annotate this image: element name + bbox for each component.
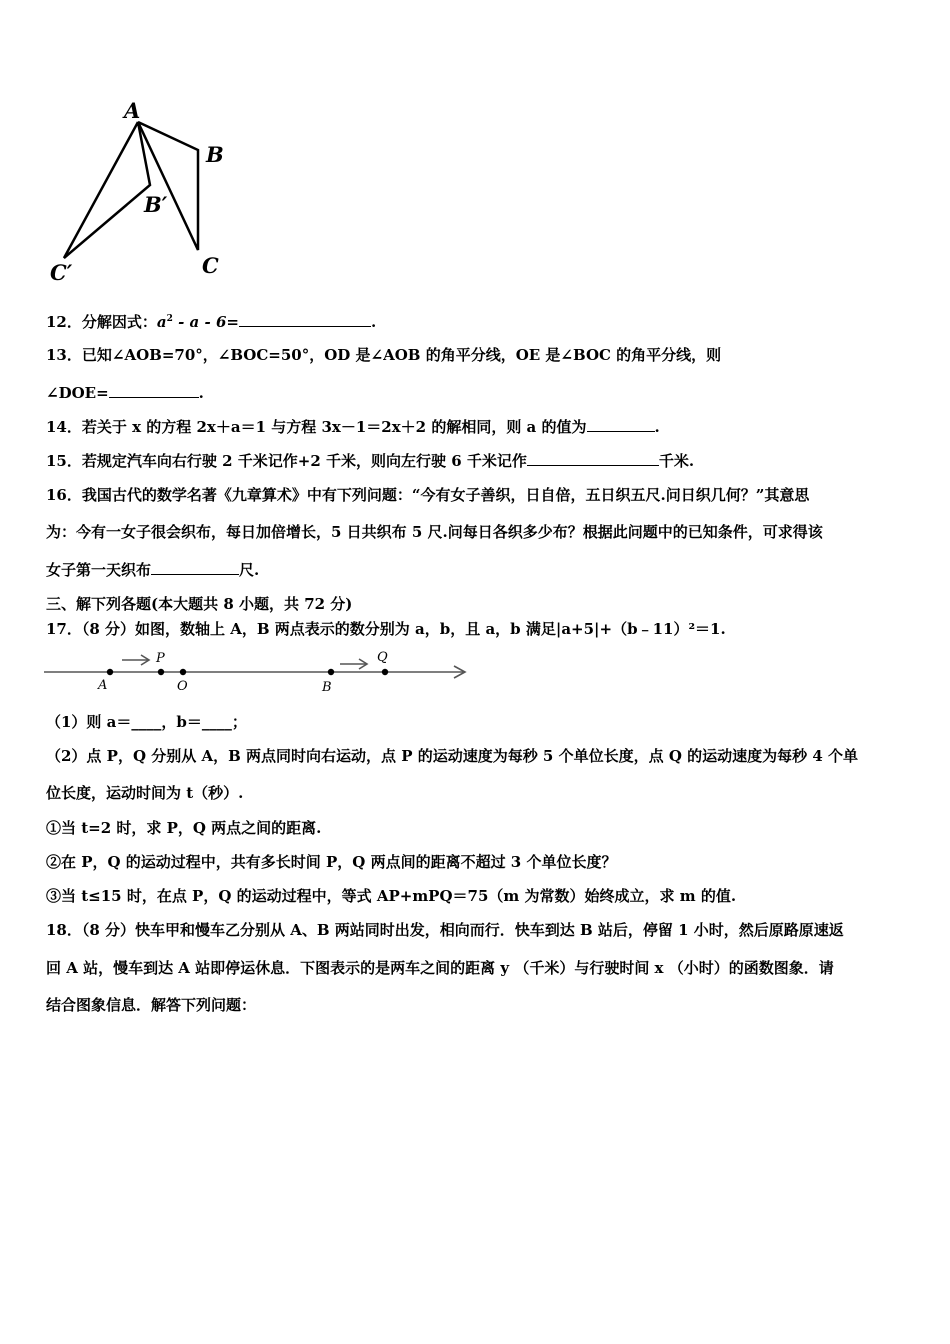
question-18-line3: 结合图象信息．解答下列问题： [46, 996, 257, 1014]
question-17-stem: 17．（8 分）如图，数轴上 A，B 两点表示的数分别为 a，b，且 a，b 满足|a+5|+（b﹣11）²＝1. [46, 620, 726, 638]
triangle-figure [40, 90, 240, 290]
answer-blank[interactable] [587, 417, 655, 432]
question-17-part2-line1: （2）点 P，Q 分别从 A，B 两点同时向右运动，点 P 的运动速度为每秒 5 个单位长度，点 Q 的运动速度为每秒 4 个单 [46, 747, 858, 765]
question-15: 15．若规定汽车向右行驶 2 千米记作+2 千米，则向左行驶 6 千米记作 千米. [46, 452, 695, 470]
answer-blank[interactable] [527, 451, 659, 466]
question-18-line1: 18．（8 分）快车甲和慢车乙分别从 A、B 两站同时出发，相向而行．快车到达 B 站后，停留 1 小时，然后原路原速返 [46, 921, 844, 939]
question-18-line2: 回 A 站，慢车到达 A 站即停运休息．下图表示的是两车之间的距离 y （千米）与行驶时间 x （小时）的函数图象．请 [46, 959, 834, 977]
answer-blank[interactable] [109, 383, 199, 398]
answer-blank[interactable] [151, 560, 239, 575]
label-B-prime: B′ [144, 192, 168, 217]
question-17-part1: （1）则 a＝____，b＝____； [46, 713, 247, 731]
answer-blank[interactable] [239, 312, 371, 327]
question-16-line3: 女子第一天织布 尺. [46, 561, 260, 579]
question-17-sub2: ②在 P，Q 的运动过程中，共有多长时间 P，Q 两点间的距离不超过 3 个单位长度？ [46, 853, 617, 871]
question-17-sub3: ③当 t≤15 时，在点 P，Q 的运动过程中，等式 AP+mPQ＝75（m 为常数）始终成立，求 m 的值. [46, 887, 737, 905]
number-line-figure [40, 645, 480, 695]
label-B: B [206, 142, 224, 167]
label-C: C [202, 253, 219, 278]
numberline-label-A: A [98, 678, 108, 693]
question-13-line1: 13．已知∠AOB=70°，∠BOC=50°，OD 是∠AOB 的角平分线，OE 是∠BOC 的角平分线，则 [46, 346, 722, 364]
question-12: 12．分解因式：$a^2 - a - 6=$ . [46, 313, 377, 331]
numberline-label-Q: Q [377, 650, 388, 665]
question-17-sub1: ①当 t=2 时，求 P，Q 两点之间的距离. [46, 819, 322, 837]
question-14: 14．若关于 x 的方程 2x＋a＝1 与方程 3x－1＝2x＋2 的解相同，则 a 的值为 . [46, 418, 660, 436]
question-16-line1: 16．我国古代的数学名著《九章算术》中有下列问题：“今有女子善织，日自倍，五日织五尺.问日织几何？”其意思 [46, 486, 810, 504]
question-13-line2: ∠DOE= . [46, 384, 204, 402]
question-17-part2-line2: 位长度，运动时间为 t（秒）. [46, 784, 244, 802]
numberline-label-B: B [322, 680, 332, 695]
label-C-prime: C′ [50, 260, 73, 285]
label-A: A [124, 98, 141, 123]
section-3-title: 三、解下列各题(本大题共 8 小题，共 72 分) [46, 595, 353, 613]
numberline-label-P: P [156, 651, 165, 666]
question-16-line2: 为：今有一女子很会织布，每日加倍增长，5 日共织布 5 尺.问每日各织多少布？根据此问题中的已知条件，可求得该 [46, 523, 823, 541]
numberline-label-O: O [177, 679, 188, 694]
